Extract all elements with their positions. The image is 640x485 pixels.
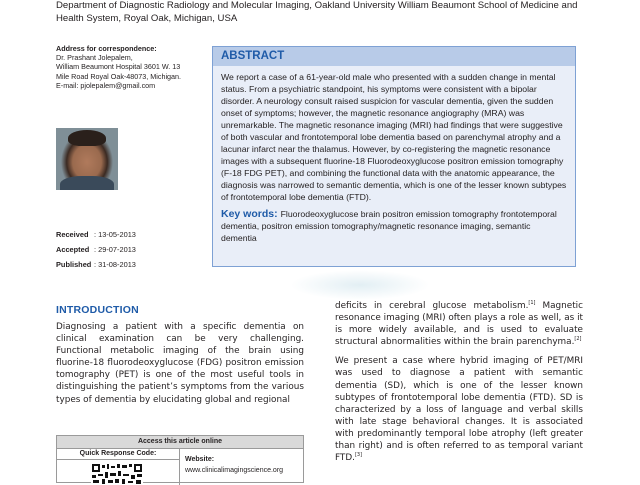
date-accepted: Accepted : 29-07-2013	[56, 245, 136, 254]
website-cell	[185, 456, 303, 474]
keywords-label: Key words:	[221, 208, 278, 220]
author-photo	[56, 128, 118, 190]
correspondence-line: Mile Road Royal Oak-48073, Michigan.	[56, 71, 182, 81]
introduction-paragraph: Diagnosing a patient with a specific dementia on clinical examination can be very challenging. Functional metabolic imaging of the brain using fluorine-18 fluorodeoxyglucose (FDG) positron emission tomography (PET) is one of the most useful tools in distinguishing the patient’s symptoms from the various types of dementia by elucidating global and regional	[56, 322, 304, 405]
keywords-text: Fluorodeoxyglucose brain positron emission tomography frontotemporal dementia, positron emission tomography/magnetic resonance imaging, semantic dementia	[221, 209, 557, 243]
keywords	[213, 203, 575, 244]
reference-1[interactable]: [1]	[528, 300, 536, 307]
website-link[interactable]: www.clinicalimagingscience.org	[185, 467, 284, 474]
correspondence-line: William Beaumont Hospital 3601 W. 13	[56, 62, 181, 72]
author-photo-shirt	[60, 176, 114, 190]
introduction-paragraph: deficits in cerebral glucose metabolism.[1] Magnetic resonance imaging (MRI) often plays a role as well, as it is more widely available, and is used to evaluate structural abnormalities within the brain parenchyma.[2]	[335, 300, 583, 348]
abstract-body: We report a case of a 61-year-old male who presented with a sudden change in mental status. From a psychiatric standpoint, his symptoms were consistent with a bipolar disorder. A neurology consult raised suspicion for vascular dementia, given the sudden onset of symptoms; however, the magnetic resonance angiography (MRA) was unremarkable. The magnetic resonance imaging (MRI) had findings that were suggestive of both vascular and frontotemporal lobe dementia based on parenchymal atrophy and a lacunar infarct near the thalamus. However, by co-registering the magnetic resonance images with a subsequent fluorine-18 Fluorodeoxyglucose positron emission tomography (F-18 FDG PET), and combining the functional data with the anatomic appearance, the diagnosis was narrowed to semantic dementia, which is one of the lesser known subtypes of frontotemporal lobe dementia (FTD).	[221, 72, 567, 202]
introduction-paragraph: We present a case where hybrid imaging of PET/MRI was used to diagnose a patient with semantic dementia (SD), which is one of the lesser known subtypes of frontotemporal lobe dementia (FTD). SD is characterized by a loss of language and verbal skills with late stage behavioral changes. It is associated with predominantly temporal lobe atrophy (left greater than right) and is often referred to as temporal variant FTD.[3]	[335, 356, 583, 464]
correspondence-line: Dr. Prashant Jolepalem,	[56, 53, 133, 63]
date-published: Published : 31-08-2013	[56, 260, 136, 269]
date-received: Received : 13-05-2013	[56, 230, 136, 239]
correspondence-block	[56, 44, 216, 90]
journal-watermark	[290, 270, 430, 300]
access-title: Access this article online	[57, 436, 303, 449]
qr-label: Quick Response Code:	[57, 449, 179, 460]
author-affiliation: Department of Diagnostic Radiology and Molecular Imaging, Oakland University William Beaumont School of Medicine and Health System, Royal Oak, Michigan, USA	[56, 0, 578, 24]
introduction-right-column	[335, 300, 583, 471]
correspondence-email: E-mail: pjolepalem@gmail.com	[56, 80, 156, 90]
reference-3[interactable]: [3]	[354, 452, 363, 459]
introduction-heading: INTRODUCTION	[56, 304, 139, 316]
introduction-left-column	[56, 321, 304, 406]
website-label: Website:	[185, 456, 215, 463]
qr-code-icon[interactable]	[91, 463, 143, 485]
abstract-box	[212, 46, 576, 267]
correspondence-heading: Address for correspondence:	[56, 44, 157, 53]
access-article-box	[56, 435, 304, 483]
author-photo-hair	[68, 130, 106, 146]
reference-2[interactable]: [2]	[574, 336, 582, 343]
abstract-heading: ABSTRACT	[213, 47, 575, 66]
publication-dates	[56, 227, 136, 272]
